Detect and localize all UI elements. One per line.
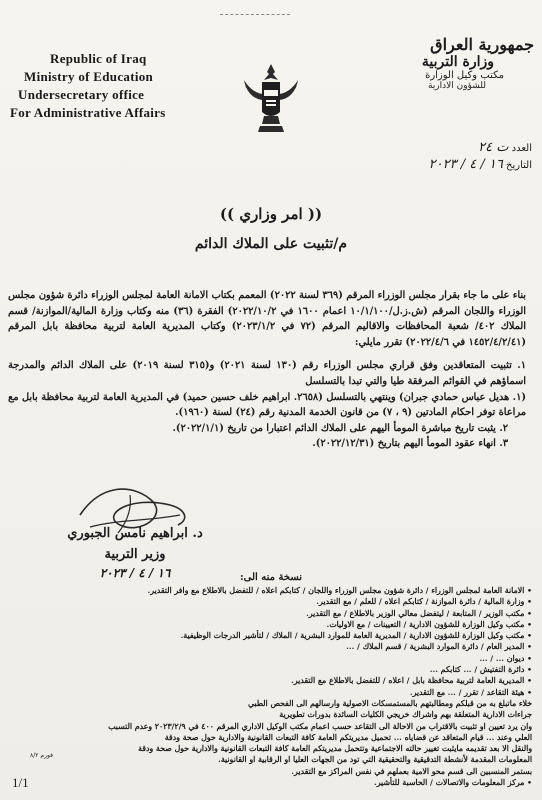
reference-number-row bbox=[392, 140, 532, 157]
arabic-letterhead bbox=[334, 35, 534, 91]
cc-line: والنقل الا بعد تقديمه مايثبت تغيير حالته الاجتماعية وتتحمل مديريتكم العامة كافة التبعات القانونية والادارية حول صحة ودقة bbox=[138, 744, 532, 754]
document-type-heading: (( امر وزاري )) bbox=[219, 205, 323, 223]
document-subject: م/تثبيت على الملاك الدائم bbox=[194, 236, 348, 252]
decision-item: (١. هديل عباس حمادي جبران) وينتهي بالتسلسل (٢٦٥٨. ابراهيم خلف حسين حميد) في المديرية العامة لتربية محافظة بابل مع مراعاة توفر احكام المادتين (٩ ، ٧) من قانون الخدمة المدنية رقم (٢٤) لسنة (١٩٦٠). bbox=[8, 391, 526, 419]
cc-line: بستمر المنسبين الى قسم محو الامية بعملهم في نفس المراكز مع التقدير. bbox=[291, 766, 532, 776]
page-number: 1/1 bbox=[12, 775, 29, 790]
cc-list bbox=[12, 585, 532, 788]
cc-line: • مكتب وكيل الوزارة للشؤون الادارية / المديرية العامة للموارد البشرية / الملاك / لتأشير الدرجات الوظيفية. bbox=[180, 631, 532, 641]
english-line-ministry: Ministry of Education bbox=[24, 69, 154, 84]
cc-line: • وزارة المالية / دائرة الموازنة / كتابكم اعلاه / للعلم / مع التقدير. bbox=[316, 597, 532, 607]
cc-line: • ديوان ... / ... bbox=[479, 653, 532, 663]
cc-line: • مركز المعلومات والاتصالات / الحاسبة للتأشير. bbox=[374, 778, 532, 788]
document-body bbox=[8, 288, 526, 452]
english-letterhead bbox=[10, 50, 200, 122]
cc-line: • مكتب وكيل الوزارة للشؤون الادارية / التعيينات / مع الاوليات. bbox=[326, 619, 532, 629]
arabic-line-ministry: وزارة التربية bbox=[421, 54, 494, 70]
decision-item: ٢. يثبت تاريخ مباشرة المومأ اليهم على الملاك الدائم اعتبارا من تاريخ (٢٠٢٢/١/١). bbox=[172, 422, 508, 434]
cc-line: • المدير العام / دائرة الموارد البشرية / قسم الملاك / ... bbox=[346, 642, 532, 652]
reference-date-row bbox=[392, 157, 532, 174]
cc-line: • دائرة التفتيش / ... كتابكم ... bbox=[429, 665, 532, 675]
signatory-name: د. ابراهيم نامس الجبوري bbox=[67, 526, 203, 541]
cc-heading: نسخة منه الى: bbox=[239, 572, 303, 583]
reference-date-label: التاريخ bbox=[506, 160, 532, 171]
cc-line: جراءات الادارية المتعلقة بهم واشراك خريجي الكليات السائدة بدورات تطويرية bbox=[279, 710, 532, 720]
reference-number-label: العدد bbox=[511, 143, 532, 154]
reference-number-value: ت ٢٤ bbox=[478, 140, 509, 155]
english-line-affairs: For Administrative Affairs bbox=[10, 105, 166, 120]
arabic-line-country: جمهورية العراق bbox=[430, 35, 534, 54]
decision-item: ٣. انهاء عقود المومأ اليهم بتاريخ (٢٠٢٢/١٢/٣١). bbox=[312, 438, 508, 450]
cc-line: خلاء ماتبلغ به من قبلكم ومطالبتهم بالمستمسكات الاصولية وارسالهم الى الفحص الطبي bbox=[247, 698, 532, 708]
english-line-country: Republic of Iraq bbox=[50, 51, 147, 66]
form-code: فورم ٨/٢ bbox=[30, 752, 53, 759]
reference-date-value: ١٦ / ٤ / ٢٠٢٣ bbox=[428, 157, 503, 172]
body-intro: بناء على ما جاء بقرار مجلس الوزراء المرقم (٣٦٩ لسنة ٢٠٢٢) المعمم بكتاب الامانة العامة لمجلس الوزراء دائرة شؤون مجلس الوزراء واللجان المرقم (ش.ز.ل/١٠/١/١٠٠ اعمام ١٦٠٠ في ٢٠٢٢/١٠/٢) الفقرة (٣٦) منه وكتاب وزارة المالية/الموازنة/ قسم الملاك ٤٠٢/ شعبة المحافظات والاقاليم المرقم (٧٢ في ٢٠٢٣/١/٢) وكتاب المديرية العامة لتربية محافظة بابل المرقم (١٤٥٢/٤/٢/٤١ في ٢٠٢٢/٤/٦) تقرر مايلي: bbox=[8, 290, 527, 348]
decision-items bbox=[8, 358, 526, 452]
decision-item: ١. تثبيت المتعاقدين وفق قراري مجلس الوزراء رقم (١٣٠ لسنة ٢٠٢١) و(٣١٥ لسنة ٢٠١٩) على الملاك الدائم والمدرجة اسماؤهم في القوائم المرفقة طيا والتي تبدا بالتسلسل bbox=[8, 360, 526, 387]
signatory-title: وزير التربية bbox=[104, 547, 166, 562]
arabic-line-affairs: للشؤون الادارية bbox=[427, 81, 486, 91]
cc-line: العلي وعند ... قيام المتعاقد عن قضاياه ... تحميل مديريتكم العامة كافة التبعات القانونية والادارية حول صحة ودقة bbox=[164, 732, 532, 742]
reference-block bbox=[392, 140, 532, 174]
cc-line: • الامانة العامة لمجلس الوزراء / دائرة شؤون مجلس الوزراء واللجان / كتابكم اعلاه / للتفضل بالاطلاع مع وافر التقدير. bbox=[147, 586, 532, 595]
english-line-office: Undersecretary office bbox=[18, 87, 145, 102]
top-rule bbox=[220, 14, 290, 23]
signature-date: ١٦ / ٤ / ٢٠٢٣ bbox=[99, 566, 171, 580]
arabic-line-office: مكتب وكيل الوزارة bbox=[425, 70, 504, 81]
cc-line: • المديرية العامة لتربية محافظة بابل / اعلاه / للتفضل بالاطلاع مع التقدير. bbox=[291, 676, 532, 686]
cc-line: وان يرد تعيين او تثبيت بالاقتراب من الاحالة الى التقاعد حسب اعمام مكتب الوكيل الاداري المرقم ٤٠٠ في ٢٠٢٣/٢/٩ وعدم التسبب bbox=[108, 721, 532, 731]
cc-line: • هيئة التقاعد / تقرر / ... مع التقدير. bbox=[409, 687, 532, 697]
cc-line: المعلومات المقدمة لأنشطة التدقيقية والتحقيقية التي تود من الجهات العليا او الرقابية او القانونية. bbox=[218, 755, 532, 765]
cc-line: • مكتب الوزير / المتابعة / ليتفضل معالي الوزير بالاطلاع / مع التقدير. bbox=[306, 608, 532, 618]
eagle-emblem-icon bbox=[240, 60, 302, 140]
